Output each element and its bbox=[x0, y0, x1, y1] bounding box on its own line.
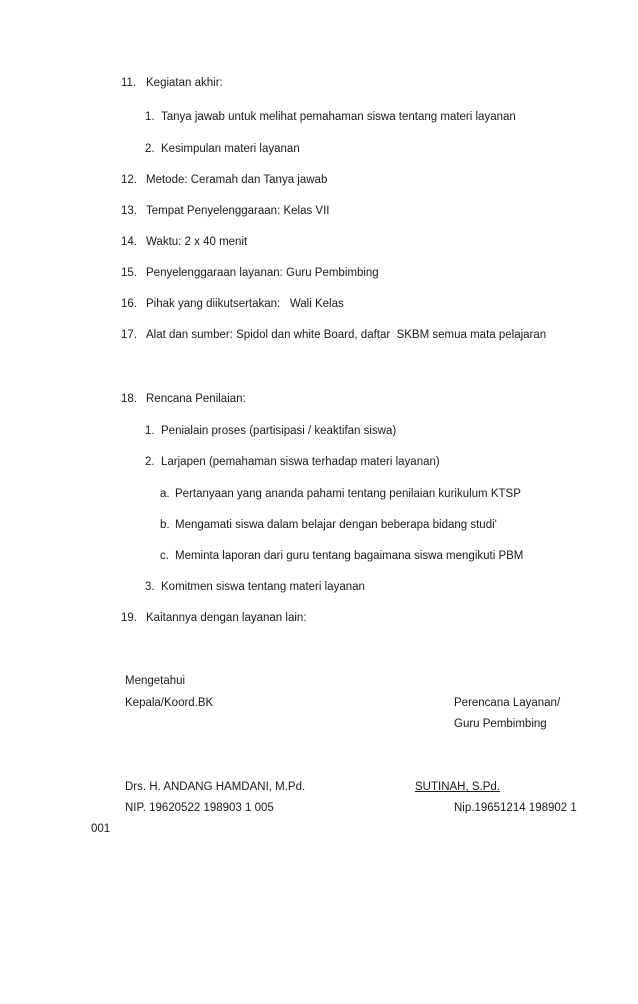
list-item-19 bbox=[121, 611, 307, 625]
item-number: 12. bbox=[121, 174, 137, 186]
right-signatory-name: SUTINAH, S.Pd. bbox=[415, 781, 500, 793]
item-number: 14. bbox=[121, 236, 137, 248]
left-role: Kepala/Koord.BK bbox=[125, 697, 214, 709]
list-item-14 bbox=[121, 235, 247, 249]
mengetahui-label: Mengetahui bbox=[125, 675, 186, 687]
list-item-18-1 bbox=[145, 424, 396, 438]
list-item-18-2 bbox=[145, 455, 440, 469]
item-text: Tempat Penyelenggaraan: Kelas VII bbox=[146, 205, 330, 217]
item-text: Waktu: 2 x 40 menit bbox=[146, 236, 248, 248]
list-item-13 bbox=[121, 204, 329, 218]
right-nip: Nip.19651214 198902 1 bbox=[454, 802, 577, 814]
list-item-17 bbox=[121, 328, 546, 342]
right-role-line-2: Guru Pembimbing bbox=[454, 718, 547, 730]
item-number: 11. bbox=[121, 77, 137, 89]
list-item-16 bbox=[121, 297, 344, 311]
item-number: 19. bbox=[121, 612, 137, 624]
item-number: 3. bbox=[145, 581, 155, 593]
item-text: Pertanyaan yang ananda pahami tentang penilaian kurikulum KTSP bbox=[175, 488, 521, 500]
list-item-18-2c bbox=[160, 549, 523, 563]
item-text: Mengamati siswa dalam belajar dengan beberapa bidang studi' bbox=[175, 519, 497, 531]
item-number: 16. bbox=[121, 298, 137, 310]
item-text: Metode: Ceramah dan Tanya jawab bbox=[146, 174, 328, 186]
item-number: 1. bbox=[145, 111, 155, 123]
list-item-18-2a bbox=[160, 487, 521, 501]
list-item-18-3 bbox=[145, 580, 365, 594]
list-item-11-2 bbox=[145, 142, 300, 156]
list-item-11-1 bbox=[145, 110, 516, 124]
item-text: Kegiatan akhir: bbox=[146, 77, 223, 89]
item-text: Larjapen (pemahaman siswa terhadap materi layanan) bbox=[161, 456, 440, 468]
item-text: Pihak yang diikutsertakan: Wali Kelas bbox=[146, 298, 344, 310]
list-item-11 bbox=[121, 76, 223, 90]
item-letter: a. bbox=[160, 488, 170, 500]
item-number: 1. bbox=[145, 425, 155, 437]
item-number: 13. bbox=[121, 205, 137, 217]
item-text: Alat dan sumber: Spidol dan white Board, daftar SKBM semua mata pelajaran bbox=[146, 329, 547, 341]
list-item-12 bbox=[121, 173, 327, 187]
item-number: 17. bbox=[121, 329, 137, 341]
item-letter: b. bbox=[160, 519, 170, 531]
item-text: Penialain proses (partisipasi / keaktifan siswa) bbox=[161, 425, 397, 437]
item-text: Rencana Penilaian: bbox=[146, 393, 246, 405]
item-number: 2. bbox=[145, 456, 155, 468]
item-number: 2. bbox=[145, 143, 155, 155]
item-text: Kesimpulan materi layanan bbox=[161, 143, 300, 155]
list-item-18-2b bbox=[160, 518, 497, 532]
list-item-15 bbox=[121, 266, 379, 280]
item-letter: c. bbox=[160, 550, 169, 562]
item-number: 15. bbox=[121, 267, 137, 279]
left-signatory-name: Drs. H. ANDANG HAMDANI, M.Pd. bbox=[125, 781, 306, 793]
item-text: Penyelenggaraan layanan: Guru Pembimbing bbox=[146, 267, 379, 279]
item-text: Komitmen siswa tentang materi layanan bbox=[161, 581, 365, 593]
item-number: 18. bbox=[121, 393, 137, 405]
list-item-18 bbox=[121, 392, 246, 406]
left-nip: NIP. 19620522 198903 1 005 bbox=[125, 802, 274, 814]
item-text: Kaitannya dengan layanan lain: bbox=[146, 612, 307, 624]
right-role-line-1: Perencana Layanan/ bbox=[454, 697, 561, 709]
item-text: Meminta laporan dari guru tentang bagaimana siswa mengikuti PBM bbox=[175, 550, 524, 562]
right-nip-wrap: 001 bbox=[91, 823, 111, 835]
item-text: Tanya jawab untuk melihat pemahaman siswa tentang materi layanan bbox=[161, 111, 516, 123]
